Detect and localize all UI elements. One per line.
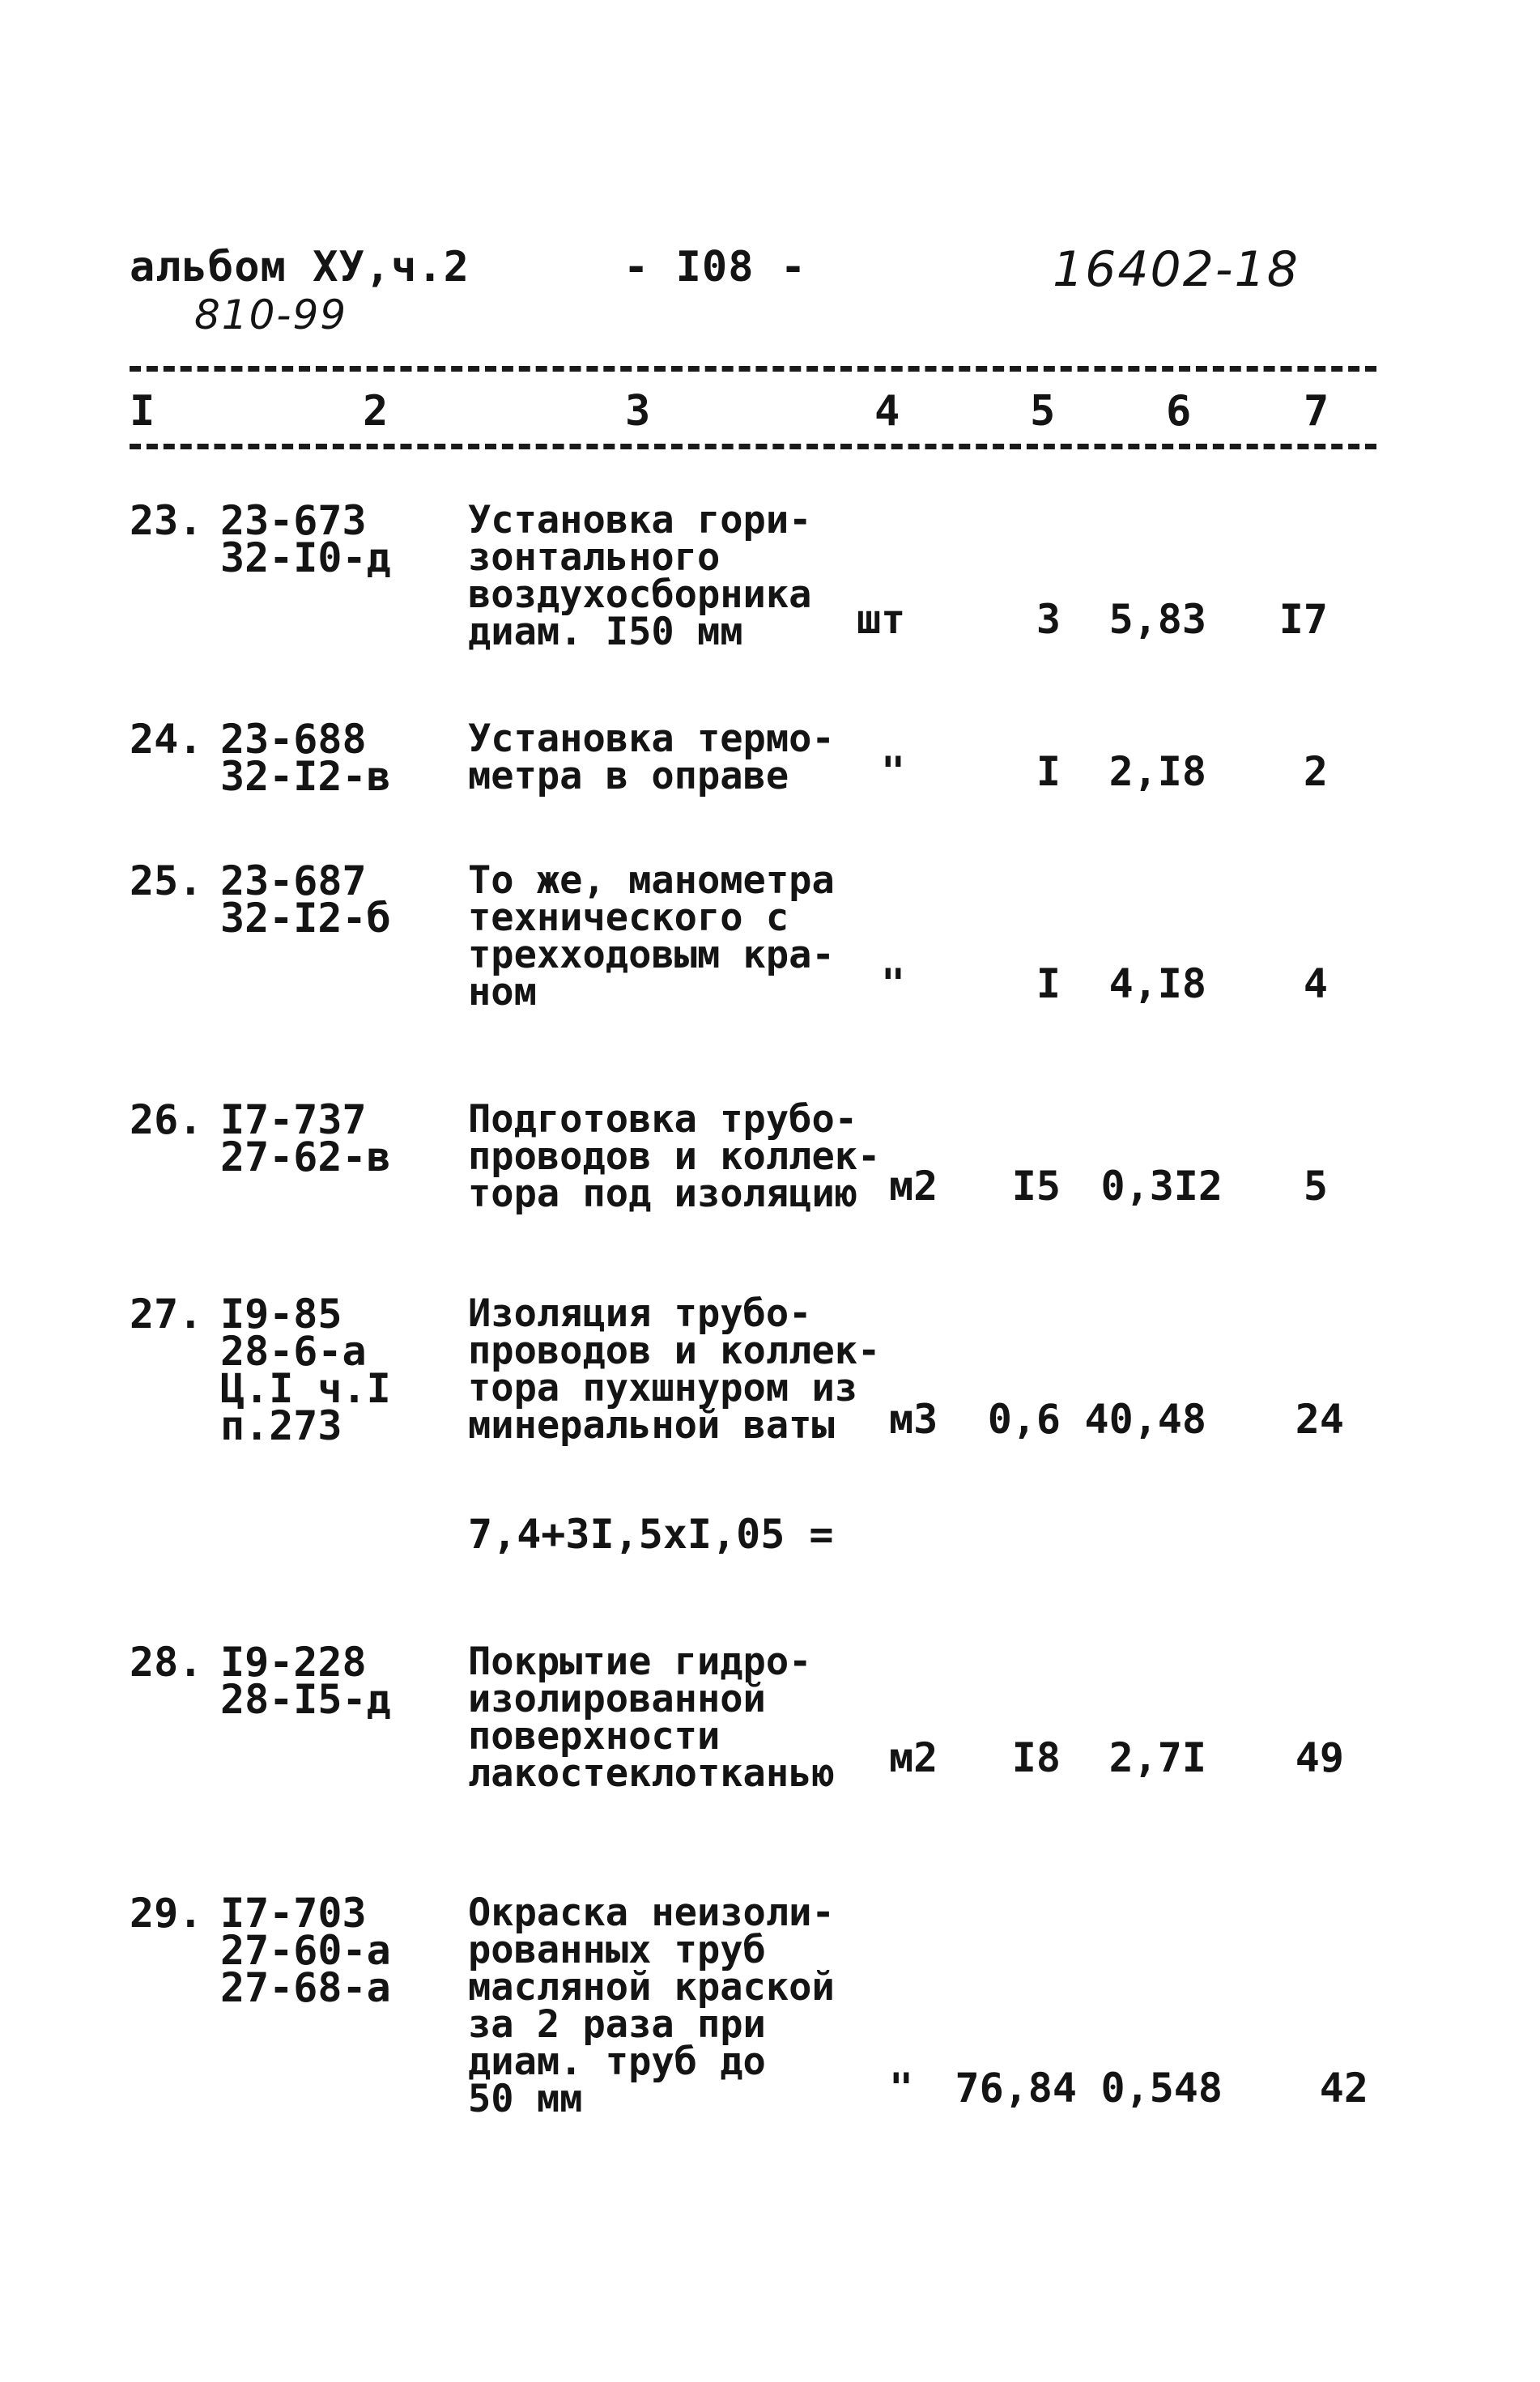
column-header-3: 3 [625,387,651,436]
row-codes: I7-703 27-60-а 27-68-а [220,1890,391,2011]
row-number: 25. [130,857,203,904]
row-description: Установка гори- зонтального воздухосборника диам. I50 мм [468,498,812,654]
row-number: 27. [130,1291,203,1338]
row-quantity: I5 [1011,1163,1061,1210]
row-rate: 40,48 [1084,1396,1206,1443]
row-number: 28. [130,1639,203,1686]
row-total: 5 [1303,1163,1328,1210]
row-description: То же, манометра технического с трехходовым кра- ном [468,858,835,1014]
row-number: 29. [130,1890,203,1937]
row-total: 2 [1303,748,1328,795]
row-unit: " [881,748,906,795]
row-codes: 23-688 32-I2-в [220,716,391,800]
row-total: 4 [1303,960,1328,1007]
page-number: - I08 - [623,243,807,291]
header-rule-bottom [130,444,1376,449]
row-quantity: I8 [1011,1734,1061,1781]
row-codes: I9-228 28-I5-д [220,1639,391,1723]
row-codes: 23-673 32-I0-д [220,497,391,581]
row-description: Изоляция трубо- проводов и коллек- тора пухшнуром из минеральной ваты [468,1291,881,1448]
row-unit: шт [857,596,906,643]
row-unit: м2 [889,1734,938,1781]
row-number: 24. [130,716,203,763]
row-rate: 4,I8 [1108,960,1206,1007]
header-rule-top [130,366,1376,372]
column-header-7: 7 [1304,387,1329,436]
row-rate: 5,83 [1108,596,1206,643]
row-number: 26. [130,1096,203,1143]
row-rate: 0,548 [1100,2065,1223,2112]
row-quantity: 76,84 [955,2065,1077,2112]
row-description: Окраска неизоли- рованных труб масляной краской за 2 раза при диам. труб до 50 мм [468,1891,835,2121]
row-total: 42 [1319,2065,1368,2112]
row-total: 49 [1295,1734,1344,1781]
row-codes: I7-737 27-62-в [220,1096,391,1180]
row-total: 24 [1295,1396,1344,1443]
column-header-2: 2 [363,387,389,436]
row-unit: " [889,2065,914,2112]
row-total: I7 [1278,596,1328,643]
row-quantity: 0,6 [987,1396,1061,1443]
row-description: Установка термо- метра в оправе [468,717,835,798]
row-unit: м3 [889,1396,938,1443]
row-description: Подготовка трубо- проводов и коллек- тора под изоляцию [468,1097,881,1216]
row-description: Покрытие гидро- изолированной поверхности лакостеклотканью [468,1640,835,1796]
row-rate: 2,I8 [1108,748,1206,795]
row-rate: 0,3I2 [1100,1163,1223,1210]
document-number: 16402-18 [1053,241,1300,298]
column-header-6: 6 [1166,387,1192,436]
row-quantity: 3 [1036,596,1061,643]
row-quantity: I [1036,960,1061,1007]
row-unit: " [881,960,906,1007]
album-title: альбом XУ,ч.2 [130,243,470,291]
column-header-4: 4 [874,387,900,436]
row-unit: м2 [889,1163,938,1210]
row-quantity: I [1036,748,1061,795]
row-codes: I9-85 28-6-а Ц.I ч.I п.273 [220,1291,391,1449]
column-header-1: I [130,387,155,436]
row-codes: 23-687 32-I2-б [220,857,391,942]
row-number: 23. [130,497,203,544]
formula-note: 7,4+3I,5xI,05 = [468,1511,834,1558]
album-code: 810-99 [194,291,348,338]
column-header-5: 5 [1030,387,1056,436]
row-rate: 2,7I [1108,1734,1206,1781]
